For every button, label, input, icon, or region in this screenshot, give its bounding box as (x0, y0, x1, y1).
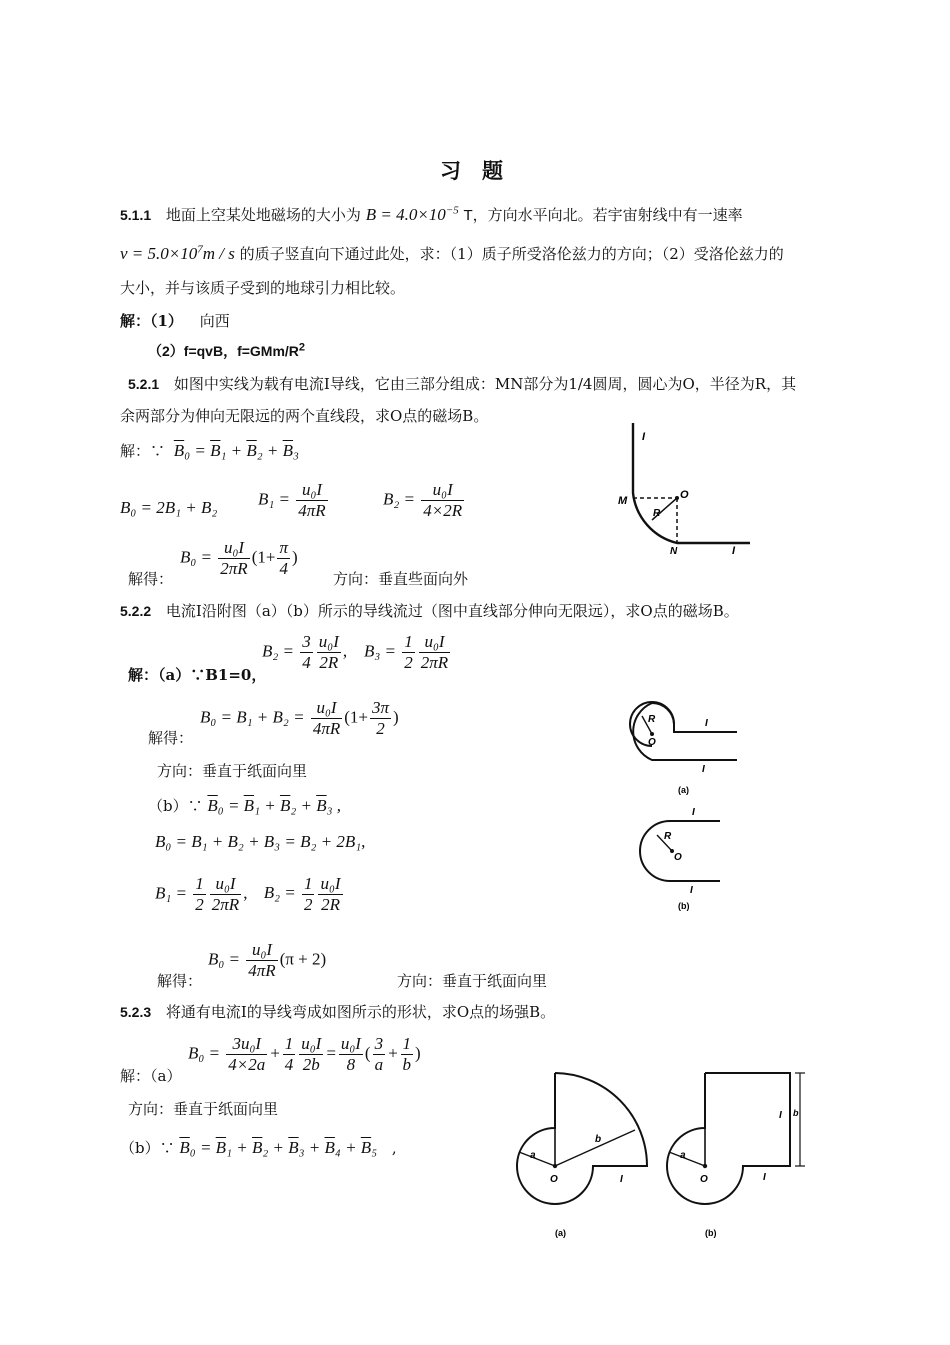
label-M: M (618, 495, 628, 507)
problem-number: 5.2.2 (120, 603, 152, 619)
eq-B0-a-522: B₀ = B₁ + B₂ = $\frac{\text{u₀I}}{4\pi R}$ (1+ $\frac{3\pi}{2}$ ) (200, 698, 399, 738)
result-label: 解得： (157, 972, 203, 990)
figure-5-2-3-a (505, 1068, 655, 1248)
label-O: O (550, 1174, 558, 1185)
solution-a-label: 解：（a）∵B1=0， (128, 666, 267, 684)
label-R: R (664, 831, 672, 842)
problem-5-1-1-line3: 大小，并与该质子受到的地球引力相比较。 (120, 279, 406, 297)
text: 电流I沿附图（a）（b）所示的导线流过（图中直线部分伸向无限远），求O点的磁场B。 (165, 602, 739, 620)
label-I: I (732, 545, 736, 557)
label-I: I (702, 764, 705, 775)
label-b: b (793, 1108, 799, 1118)
label-I: I (692, 807, 695, 818)
figure-5-2-1 (600, 418, 760, 563)
label-O: O (648, 737, 656, 748)
eq-sum-b-522: （b）∵ $\overline{B}_0 = \overline{B}_1 + \overline{B}_2 + \overline{B}_3$ , (148, 796, 342, 815)
eq-B2-522: B₂ = $\frac{3}{4}$ $\frac{\text{u₀I}}{2R}$ , (262, 632, 348, 672)
label-R: R (653, 508, 661, 519)
answer-2: （2）f=qvB，$f=GMm/R^2$ (148, 341, 306, 359)
problem-number: 5.1.1 (120, 207, 152, 223)
eq-B0-b-522: B₀ = B₁ + B₂ + B₃ = B₂ + 2B₁, (155, 832, 366, 851)
solution-5-1-1 (120, 310, 230, 331)
direction-a-523: 方向：垂直于纸面向里 (128, 1100, 279, 1118)
problem-5-1-1-line2 (120, 243, 784, 264)
label-I: I (779, 1110, 782, 1121)
label-I: I (642, 431, 646, 443)
formula-v: $v = 5.0\times 10^7m / s$ (120, 243, 235, 263)
label-I: I (620, 1174, 623, 1185)
label-R: R (648, 714, 656, 725)
eq-B3-522: B₃ = $\frac{1}{2}$ $\frac{\text{u₀I}}{2\pi R}$ (364, 632, 449, 672)
formula-B: $B = 4.0\times 10^{-5}$ (365, 204, 459, 224)
figure-5-2-2-b (630, 805, 730, 915)
problem-5-2-1-line1 (128, 373, 796, 394)
eq-B0-a-523: B₀ = $\frac{\text{3u₀I}}{4\times 2a}$ + $\frac{1}{4}$ $\frac{\text{u₀I}}{2b}$ = $\frac{\text{u₀I}}{8}$ ( $\frac{3}{a}$ + $\frac{1}{b}$ ) (188, 1034, 421, 1074)
label-a: a (680, 1150, 686, 1161)
caption: (a) (678, 785, 689, 795)
label-O: O (674, 852, 682, 863)
eq-sum-521: 解：∵ $\overline{B}_0 = \overline{B}_1 + \overline{B}_2 + \overline{B}_3$ (120, 441, 299, 460)
direction-b-522: 方向：垂直于纸面向里 (397, 972, 548, 990)
caption: (b) (678, 901, 690, 911)
label-O: O (700, 1174, 708, 1185)
eq-sum-b-523: （b）∵ $\overline{B}_0 = \overline{B}_1 + \overline{B}_2 + \overline{B}_3 + \overline{B}_4 + \overline{B}_5$ , (120, 1138, 397, 1157)
solution-label: 解：（1） (120, 312, 183, 330)
direction-a-522: 方向：垂直于纸面向里 (157, 762, 308, 780)
text: T，方向水平向北。若宇宙射线中有一速率 (463, 207, 743, 224)
direction-521: 方向：垂直些面向外 (333, 570, 469, 588)
page-title: 习 题 (440, 158, 503, 183)
result-label: 解得： (148, 729, 194, 747)
figure-5-2-2-a (612, 698, 747, 798)
caption: (a) (555, 1228, 566, 1238)
problem-number: 5.2.3 (120, 1004, 152, 1020)
eq-B0-2B1: B₀ = 2B₁ + B₂ (120, 498, 218, 517)
problem-number: 5.2.1 (128, 376, 160, 392)
answer-1: 向西 (199, 312, 230, 330)
text: 如图中实线为载有电流I导线，它由三部分组成：MN部分为1/4圆周，圆心为O，半径为R，其 (173, 375, 797, 393)
label-I: I (763, 1172, 766, 1183)
problem-5-2-2-line1 (120, 600, 739, 621)
label-b: b (595, 1134, 602, 1145)
problem-5-2-3-line1 (120, 1001, 555, 1022)
label-I: I (690, 885, 693, 896)
problem-5-1-1-line1 (120, 204, 743, 225)
result-label: 解得： (128, 570, 174, 588)
label-I: I (705, 718, 708, 729)
text: 地面上空某处地磁场的大小为 (165, 206, 361, 224)
figure-5-2-3-b (655, 1068, 810, 1248)
text: 将通有电流I的导线弯成如图所示的形状，求O点的场强B。 (165, 1003, 556, 1021)
text: 的质子竖直向下通过此处，求：（1）质子所受洛伦兹力的方向；（2）受洛伦兹力的 (239, 245, 784, 263)
eq-B1-521: B₁ = $\frac{\text{u₀I}}{4\pi R}$ (258, 480, 326, 520)
label-a: a (530, 1150, 536, 1161)
problem-5-2-1-line2: 余两部分为伸向无限远的两个直线段，求O点的磁场B。 (120, 407, 489, 425)
solution-a-label: 解：（a） (120, 1067, 182, 1085)
eq-B0-result-b-522: B₀ = $\frac{\text{u₀I}}{4\pi R}$ (π + 2) (208, 940, 327, 980)
caption: (b) (705, 1228, 717, 1238)
eq-B2-521: B₂ = $\frac{\text{u₀I}}{4\times 2R}$ (383, 480, 463, 520)
label-N: N (670, 546, 678, 557)
label-O: O (680, 489, 689, 501)
eq-B0-result-521: B₀ = $\frac{\text{u₀I}}{2\pi R}$ (1+ $\frac{\pi}{4}$ ) (180, 538, 298, 578)
eq-B1-B2-b-522: B₁ = $\frac{1}{2}$ $\frac{\text{u₀I}}{2\pi R}$ , B₂ = $\frac{1}{2}$ $\frac{\text{u₀I}}{2R}$ (155, 874, 341, 914)
